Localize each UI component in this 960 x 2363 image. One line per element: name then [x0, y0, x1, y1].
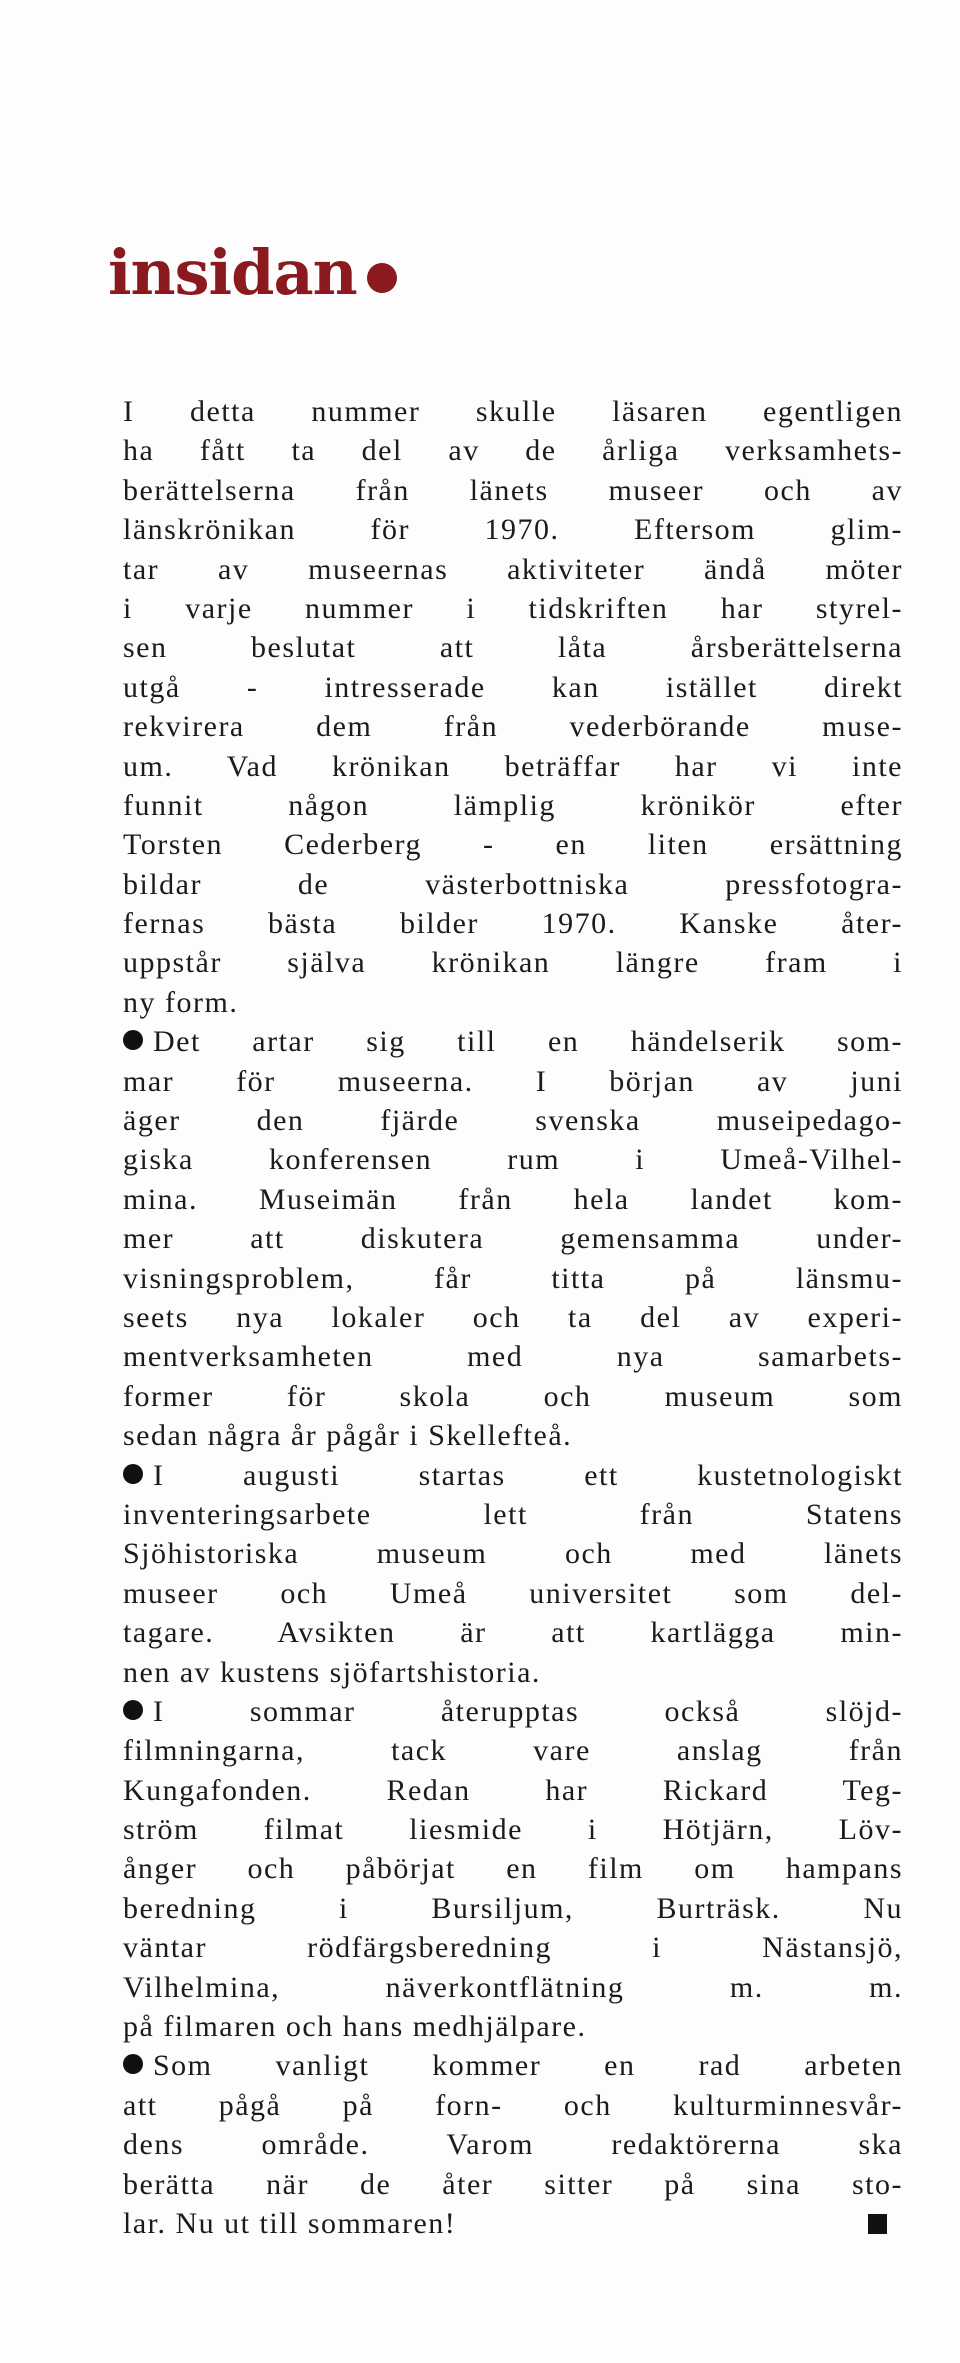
article-line [123, 1731, 903, 1770]
article-line [123, 1534, 903, 1573]
article-line [123, 1456, 903, 1495]
article-line-text: tagare. Avsikten är att kartlägga min- [123, 1616, 903, 1650]
article-line-text: sedan några år pågår i Skellefteå. [123, 1419, 573, 1453]
article-line-text: I sommar återupptas också slöjd- [153, 1694, 903, 1728]
article-line [123, 904, 903, 943]
article-line-text: utgå - intresserade kan istället direkt [123, 670, 903, 704]
article-line [123, 2007, 903, 2046]
article-line [123, 1692, 903, 1731]
article-line [123, 1337, 903, 1376]
article-line [123, 983, 903, 1022]
article-line [123, 1849, 903, 1888]
article-line [123, 1416, 903, 1455]
article-line-text: nen av kustens sjöfartshistoria. [123, 1655, 541, 1689]
page-heading [108, 236, 397, 309]
article-line [123, 747, 903, 786]
article-line-text: ha fått ta del av de årliga verksamhets- [123, 434, 903, 468]
article-line-text: Sjöhistoriska museum och med länets [123, 1537, 903, 1571]
article-line [123, 1810, 903, 1849]
article-line [123, 1889, 903, 1928]
article-line-text: länskrönikan för 1970. Eftersom glim- [123, 513, 903, 547]
article-line [123, 628, 903, 667]
article-line [123, 2046, 903, 2085]
article-line [123, 431, 903, 470]
article-line-text: former för skola och museum som [123, 1379, 903, 1413]
article-line [123, 550, 903, 589]
article-line-text: tar av museernas aktiviteter ändå möter [123, 552, 903, 586]
article-line-text: I detta nummer skulle läsaren egentligen [123, 395, 903, 428]
paragraph-bullet-icon [123, 1464, 143, 1484]
article-line-text: äger den fjärde svenska museipedago- [123, 1104, 903, 1138]
article-line [123, 786, 903, 825]
article-line [123, 1495, 903, 1534]
article-line-text: funnit någon lämplig krönikör efter [123, 788, 903, 822]
article-line [123, 1062, 903, 1101]
article-line-text: beredning i Bursiljum, Burträsk. Nu [123, 1891, 903, 1925]
article-line-text: uppstår själva krönikan längre fram i [123, 946, 903, 980]
article-line-text: fernas bästa bilder 1970. Kanske åter- [123, 907, 903, 941]
article-line [123, 1298, 903, 1337]
article-line [123, 1613, 903, 1652]
paragraph-bullet-icon [123, 1030, 143, 1050]
article-line-text: Som vanligt kommer en rad arbeten [153, 2049, 903, 2083]
article-line [123, 668, 903, 707]
article-line [123, 1022, 903, 1061]
article-line-text: Det artar sig till en händelserik som- [153, 1025, 903, 1059]
article-line-text: bildar de västerbottniska pressfotogra- [123, 867, 903, 901]
article-line-text: mentverksamheten med nya samarbets- [123, 1340, 903, 1374]
paragraph-bullet-icon [123, 1700, 143, 1720]
article-line [123, 943, 903, 982]
article-line [123, 510, 903, 549]
article-line-text: sen beslutat att låta årsberättelserna [123, 631, 903, 665]
article-line [123, 1101, 903, 1140]
article-line-text: um. Vad krönikan beträffar har vi inte [123, 749, 903, 783]
article-line-text: inventeringsarbete lett från Statens [123, 1497, 903, 1531]
article-line [123, 1771, 903, 1810]
article-line-text: seets nya lokaler och ta del av experi- [123, 1300, 903, 1334]
article-line [123, 707, 903, 746]
article-line [123, 865, 903, 904]
article-line [123, 471, 903, 510]
article-line-text: Torsten Cederberg - en liten ersättning [123, 828, 903, 862]
heading-text: insidan [108, 236, 357, 309]
article-line [123, 825, 903, 864]
article-line [123, 1968, 903, 2007]
article-line [123, 1377, 903, 1416]
article-line [123, 392, 903, 431]
article-line-text: rekvirera dem från vederbörande muse- [123, 710, 903, 744]
article-last-line-text: lar. Nu ut till sommaren! [123, 2206, 457, 2240]
article-line [123, 1259, 903, 1298]
article-line-text: berättelserna från länets museer och av [123, 473, 903, 507]
article-line-text: museer och Umeå universitet som del- [123, 1576, 903, 1610]
article-line [123, 2086, 903, 2125]
article-line [123, 1574, 903, 1613]
article-line-text: visningsproblem, får titta på länsmu- [123, 1261, 903, 1295]
article-line-text: Vilhelmina, näverkontflätning m. m. [123, 1970, 903, 2004]
article-line-text: Kungafonden. Redan har Rickard Teg- [123, 1773, 903, 1807]
article-line-text: i varje nummer i tidskriften har styrel- [123, 591, 903, 625]
article-line-text: I augusti startas ett kustetnologiskt [153, 1458, 903, 1492]
article-line-text: filmningarna, tack vare anslag från [123, 1734, 903, 1768]
article-line [123, 1180, 903, 1219]
article-line-text: mar för museerna. I början av juni [123, 1064, 903, 1098]
article-line-text: ström filmat liesmide i Hötjärn, Löv- [123, 1813, 903, 1847]
article-line-text: att pågå på forn- och kulturminnesvår- [123, 2088, 903, 2122]
article-line [123, 589, 903, 628]
article-body [123, 392, 903, 2243]
article-line-text: ånger och påbörjat en film om hampans [123, 1852, 903, 1886]
article-line [123, 1928, 903, 1967]
article-line-text: ny form. [123, 985, 239, 1019]
end-mark-icon [868, 2214, 887, 2234]
article-line [123, 1219, 903, 1258]
article-line [123, 2165, 903, 2204]
article-line-text: mer att diskutera gemensamma under- [123, 1222, 903, 1256]
article-line [123, 1653, 903, 1692]
article-line [123, 1140, 903, 1179]
article-line-text: dens område. Varom redaktörerna ska [123, 2128, 903, 2162]
paragraph-bullet-icon [123, 2054, 143, 2074]
article-line-text: på filmaren och hans medhjälpare. [123, 2010, 587, 2044]
article-line-text: mina. Museimän från hela landet kom- [123, 1182, 903, 1216]
article-line-text: berätta när de åter sitter på sina sto- [123, 2167, 903, 2201]
article-line-text: väntar rödfärgsberedning i Nästansjö, [123, 1931, 903, 1965]
article-line-text: giska konferensen rum i Umeå-Vilhel- [123, 1143, 903, 1177]
article-line [123, 2125, 903, 2164]
heading-bullet-icon [367, 263, 397, 293]
article-last-line [123, 2204, 887, 2243]
